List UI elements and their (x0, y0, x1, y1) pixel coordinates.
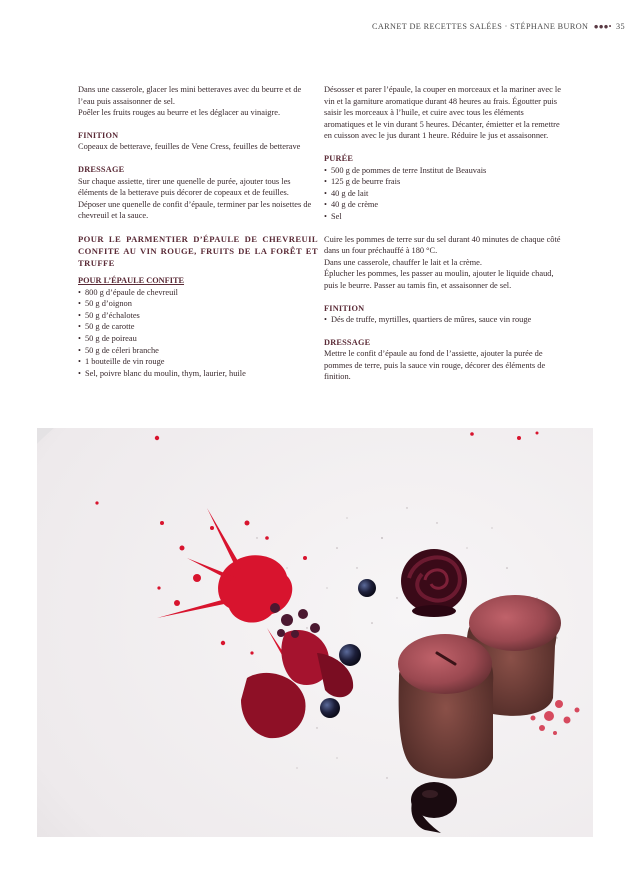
blueberry (339, 644, 361, 666)
cuisson-paragraph-3: Éplucher les pommes, les passer au moulin, ajouter le liquide chaud, puis le beurre. Passer au tamis fin, et assaisonner de sel. (324, 269, 554, 290)
page-number: 35 (615, 22, 625, 31)
list-item: • 500 g de pommes de terre Institut de Beauvais (324, 165, 566, 177)
puree-ingredients-list (324, 165, 566, 223)
venison-front (398, 634, 493, 779)
finition-text: Copeaux de betterave, feuilles de Vene Cress, feuilles de betterave (78, 142, 301, 152)
list-item: • 50 g de poireau (78, 333, 318, 345)
cuisson-paragraph-1: Cuire les pommes de terre sur du sel durant 40 minutes de chaque côté dans un four préchauffé à 180 °C. (324, 234, 561, 256)
list-item: • 40 g de lait (324, 188, 566, 200)
intro-paragraph-1: Dans une casserole, glacer les mini betteraves avec du beurre et de l’eau puis assaisonner de sel. (78, 85, 302, 106)
list-item: • 50 g d’échalotes (78, 310, 318, 322)
left-column (78, 84, 318, 379)
finition-list (324, 314, 566, 326)
finition-heading: FINITION (78, 130, 119, 140)
list-item: • 50 g de carotte (78, 321, 318, 333)
epaule-ingredients-list (78, 287, 318, 380)
intro-paragraph-2: Poêler les fruits rouges au beurre et les déglacer au vinaigre. (78, 108, 281, 118)
running-header (372, 22, 625, 31)
header-dots: ●●●• (593, 22, 612, 31)
list-item: • 125 g de beurre frais (324, 176, 566, 188)
epaule-method-text: Désosser et parer l’épaule, la couper en morceaux et la mariner avec le vin et la garniture aromatique durant 48 heures au frais. Égoutter puis saisir les morceaux à l’huile, et cuire avec tous les éléments aromatiques et le vin durant 5 heures. Décanter, émietter et la remettre en cuisson avec le jus durant 1 heure. Réduire le jus et assaisonner. (324, 85, 561, 141)
parmentier-heading: POUR LE PARMENTIER D’ÉPAULE DE CHEVREUIL CONFITE AU VIN ROUGE, FRUITS DE LA FORÊT ET TRUFFE (78, 233, 318, 268)
right-column (324, 84, 566, 383)
list-item: • Sel (324, 211, 566, 223)
header-text: CARNET DE RECETTES SALÉES · STÉPHANE BURON (372, 22, 589, 31)
list-item: • 50 g de céleri branche (78, 345, 318, 357)
dressage-text: Sur chaque assiette, tirer une quenelle de purée, ajouter tous les éléments de la betterave puis décorer de copeaux et de feuilles. Déposer une quenelle de confit d’épaule, terminer par les noisettes de chevreuil et la sauce. (78, 176, 312, 221)
blueberry (320, 698, 340, 718)
dressage-heading: DRESSAGE (78, 164, 125, 174)
right-dressage-text: Mettre le confit d’épaule au fond de l’assiette, ajouter la purée de pommes de terre, puis la sauce vin rouge, décorer des éléments de finition. (324, 349, 546, 382)
cuisson-paragraph-2: Dans une casserole, chauffer le lait et la crème. (324, 257, 482, 267)
list-item: • 40 g de crème (324, 199, 566, 211)
list-item: • Sel, poivre blanc du moulin, thym, laurier, huile (78, 368, 318, 380)
list-item: • 50 g d’oignon (78, 298, 318, 310)
list-item: • Dés de truffe, myrtilles, quartiers de mûres, sauce vin rouge (324, 314, 566, 326)
blueberry (358, 579, 376, 597)
puree-heading: PURÉE (324, 153, 354, 163)
epaule-confite-heading: POUR L’ÉPAULE CONFITE (78, 275, 185, 285)
list-item: • 1 bouteille de vin rouge (78, 356, 318, 368)
right-finition-heading: FINITION (324, 303, 365, 313)
right-dressage-heading: DRESSAGE (324, 337, 371, 347)
dish-photo (37, 428, 593, 837)
list-item: • 800 g d’épaule de chevreuil (78, 287, 318, 299)
